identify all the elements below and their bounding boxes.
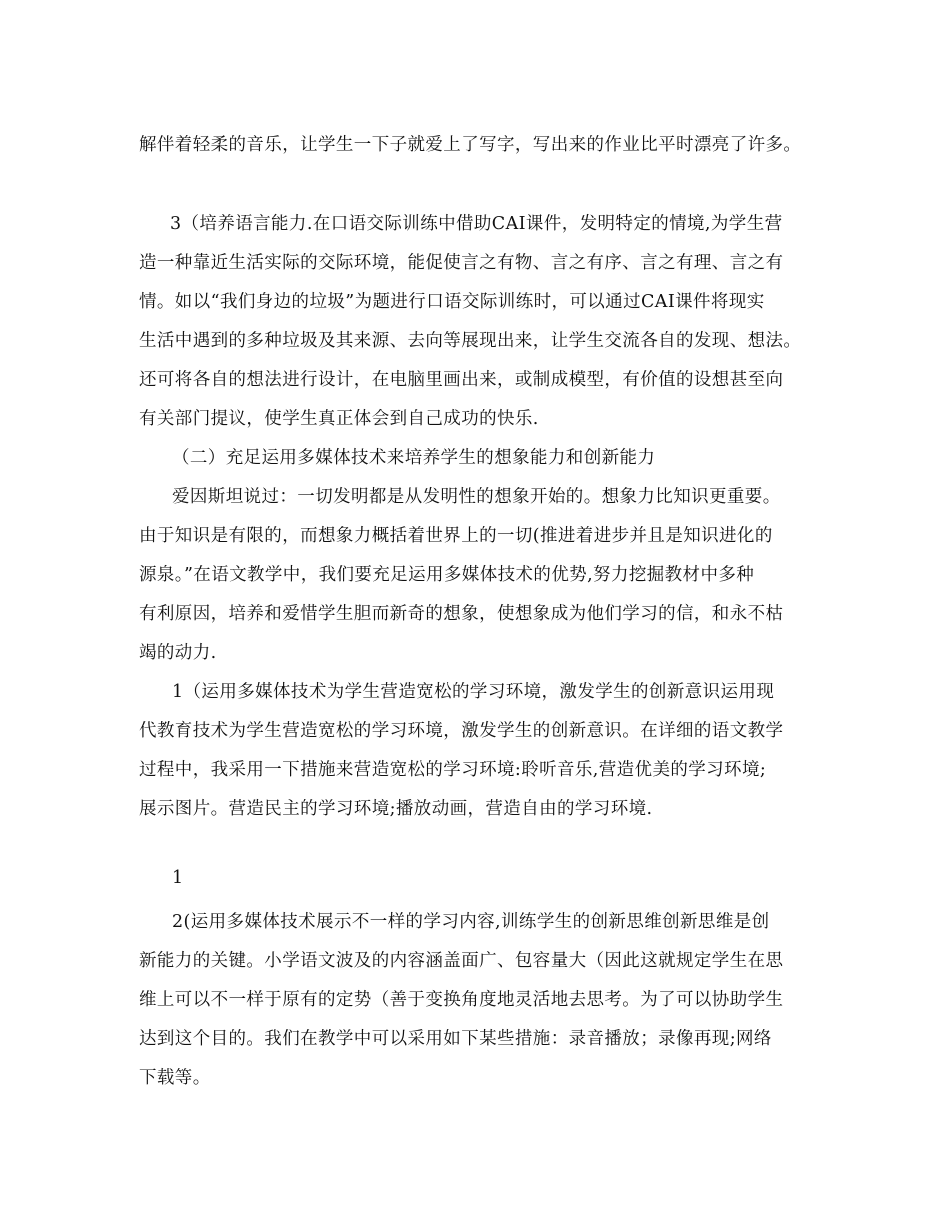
text-line: 展示图片。营造民主的学习环境;播放动画，营造自由的学习环境. <box>139 799 653 819</box>
text-line: 过程中，我采用一下措施来营造宽松的学习环境:聆听音乐,营造优美的学习环境; <box>139 760 767 780</box>
text-line: 有利原因，培养和爱惜学生胆而新奇的想象，使想象成为他们学习的信，和永不枯 <box>139 604 784 624</box>
text-line: 爱因斯坦说过：一切发明都是从发明性的想象开始的。想象力比知识更重要。 <box>172 487 781 507</box>
text-line: 1（运用多媒体技术为学生营造宽松的学习环境，激发学生的创新意识运用现 <box>172 682 775 702</box>
text-line: 下载等。 <box>139 1068 211 1088</box>
text-line: 2(运用多媒体技术展示不一样的学习内容,训练学生的创新思维创新思维是创 <box>172 912 770 932</box>
text-line: 造一种靠近生活实际的交际环境，能促使言之有物、言之有序、言之有理、言之有 <box>139 253 784 273</box>
page-number: 1 <box>172 868 184 888</box>
text-line: 源泉。”在语文教学中，我们要充足运用多媒体技术的优势,努力挖掘教材中多种 <box>139 565 755 585</box>
text-line: 新能力的关键。小学语文波及的内容涵盖面广、包容量大（因此这就规定学生在思 <box>139 951 784 971</box>
text-line: 3（培养语言能力.在口语交际训练中借助CAI课件，发明特定的情境,为学生营 <box>170 214 783 234</box>
section-heading: （二）充足运用多媒体技术来培养学生的想象能力和创新能力 <box>172 448 656 468</box>
text-line: 达到这个目的。我们在教学中可以采用如下某些措施：录音播放；录像再现;网络 <box>139 1029 772 1049</box>
text-line: 解伴着轻柔的音乐，让学生一下子就爱上了写字，写出来的作业比平时漂亮了许多。 <box>139 135 802 155</box>
text-line: 维上可以不一样于原有的定势（善于变换角度地灵活地去思考。为了可以协助学生 <box>139 990 784 1010</box>
text-line: 代教育技术为学生营造宽松的学习环境，激发学生的创新意识。在详细的语文教学 <box>139 721 784 741</box>
text-line: 生活中遇到的多种垃圾及其来源、去向等展现出来，让学生交流各自的发现、想法。 <box>139 331 802 351</box>
text-line: 由于知识是有限的，而想象力概括着世界上的一切(推进着进步并且是知识进化的 <box>139 526 773 546</box>
text-line: 还可将各自的想法进行设计，在电脑里画出来，或制成模型，有价值的设想甚至向 <box>139 370 784 390</box>
text-line: 竭的动力. <box>139 643 217 663</box>
text-line: 情。如以“我们身边的垃圾”为题进行口语交际训练时，可以通过CAI课件将现实 <box>139 292 765 312</box>
text-line: 有关部门提议，使学生真正体会到自己成功的快乐. <box>139 409 539 429</box>
